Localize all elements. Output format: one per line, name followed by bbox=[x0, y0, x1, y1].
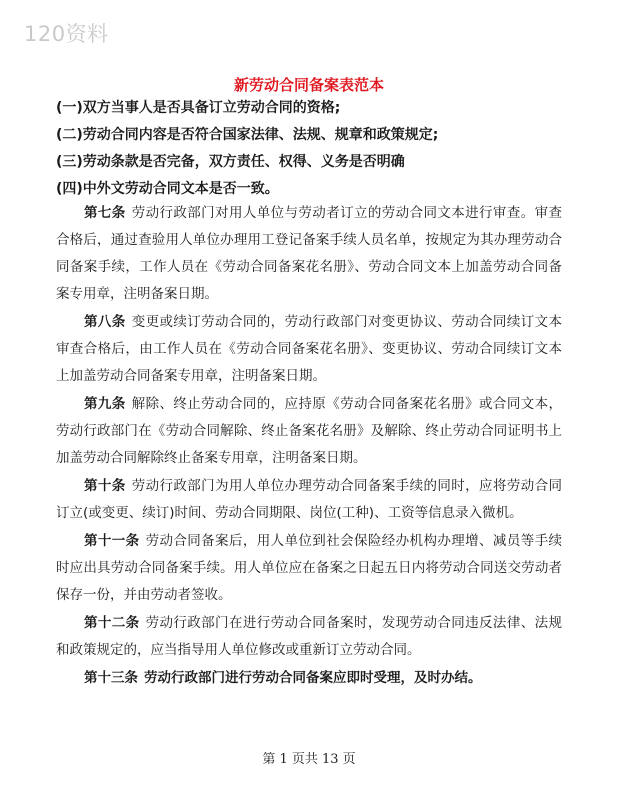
watermark-logo: 120资料 bbox=[24, 22, 109, 46]
article-label: 第十二条 bbox=[84, 615, 140, 631]
criteria-item: (三)劳动条款是否完备，双方责任、权得、义务是否明确 bbox=[56, 154, 405, 170]
article-text: 劳动行政部门在进行劳动合同备案时，发现劳动合同违反法律、法规和政策规定的，应当指导用人单位修改或重新订立劳动合同。 bbox=[56, 615, 563, 658]
document-title: 新劳动合同备案表范本 bbox=[233, 76, 384, 94]
document-body bbox=[56, 98, 562, 692]
article-7 bbox=[56, 200, 562, 308]
article-text: 劳动合同备案后，用人单位到社会保险经办机构办理增、减员等手续时应出具劳动合同备案手续。用人单位应在备案之日起五日内将劳动合同送交劳动者保存一份，并由劳动者签收。 bbox=[56, 533, 563, 603]
article-text: 劳动行政部门进行劳动合同备案应即时受理，及时办结。 bbox=[144, 670, 482, 686]
article-12 bbox=[56, 610, 562, 664]
article-label: 第十三条 bbox=[84, 670, 138, 686]
article-13 bbox=[56, 665, 562, 692]
article-text: 劳动行政部门为用人单位办理劳动合同备案手续的同时，应将劳动合同订立(或变更、续订)时间、劳动合同期限、岗位(工种)、工资等信息录入微机。 bbox=[56, 478, 563, 521]
article-8 bbox=[56, 309, 562, 390]
article-label: 第九条 bbox=[84, 396, 126, 412]
criteria-item: (四)中外文劳动合同文本是否一致。 bbox=[56, 181, 279, 197]
article-label: 第十一条 bbox=[84, 533, 140, 549]
review-criteria-list bbox=[56, 98, 562, 199]
article-text: 解除、终止劳动合同的，应持原《劳动合同备案花名册》或合同文本，劳动行政部门在《劳动合同解除、终止备案花名册》及解除、终止劳动合同证明书上加盖劳动合同解除终止备案专用章，注明备案日期。 bbox=[56, 396, 563, 466]
criteria-item: (二)劳动合同内容是否符合国家法律、法规、规章和政策规定; bbox=[56, 127, 439, 143]
article-11 bbox=[56, 528, 562, 609]
article-10 bbox=[56, 473, 562, 527]
article-text: 劳动行政部门对用人单位与劳动者订立的劳动合同文本进行审查。审查合格后，通过查验用人单位办理用工登记备案手续人员名单，按规定为其办理劳动合同备案手续，工作人员在《劳动合同备案花名册》、劳动合同文本上加盖劳动合同备案专用章，注明备案日期。 bbox=[56, 205, 563, 302]
criteria-item: (一)双方当事人是否具备订立劳动合同的资格; bbox=[56, 100, 341, 116]
article-9 bbox=[56, 391, 562, 472]
article-label: 第十条 bbox=[84, 478, 126, 494]
article-text: 变更或续订劳动合同的，劳动行政部门对变更协议、劳动合同续订文本审查合格后，由工作人员在《劳动合同备案花名册》、变更协议、劳动合同续订文本上加盖劳动合同备案专用章，注明备案日期。 bbox=[56, 314, 563, 384]
page-number: 第 1 页共 13 页 bbox=[262, 752, 356, 767]
article-label: 第七条 bbox=[84, 205, 126, 221]
article-label: 第八条 bbox=[84, 314, 126, 330]
